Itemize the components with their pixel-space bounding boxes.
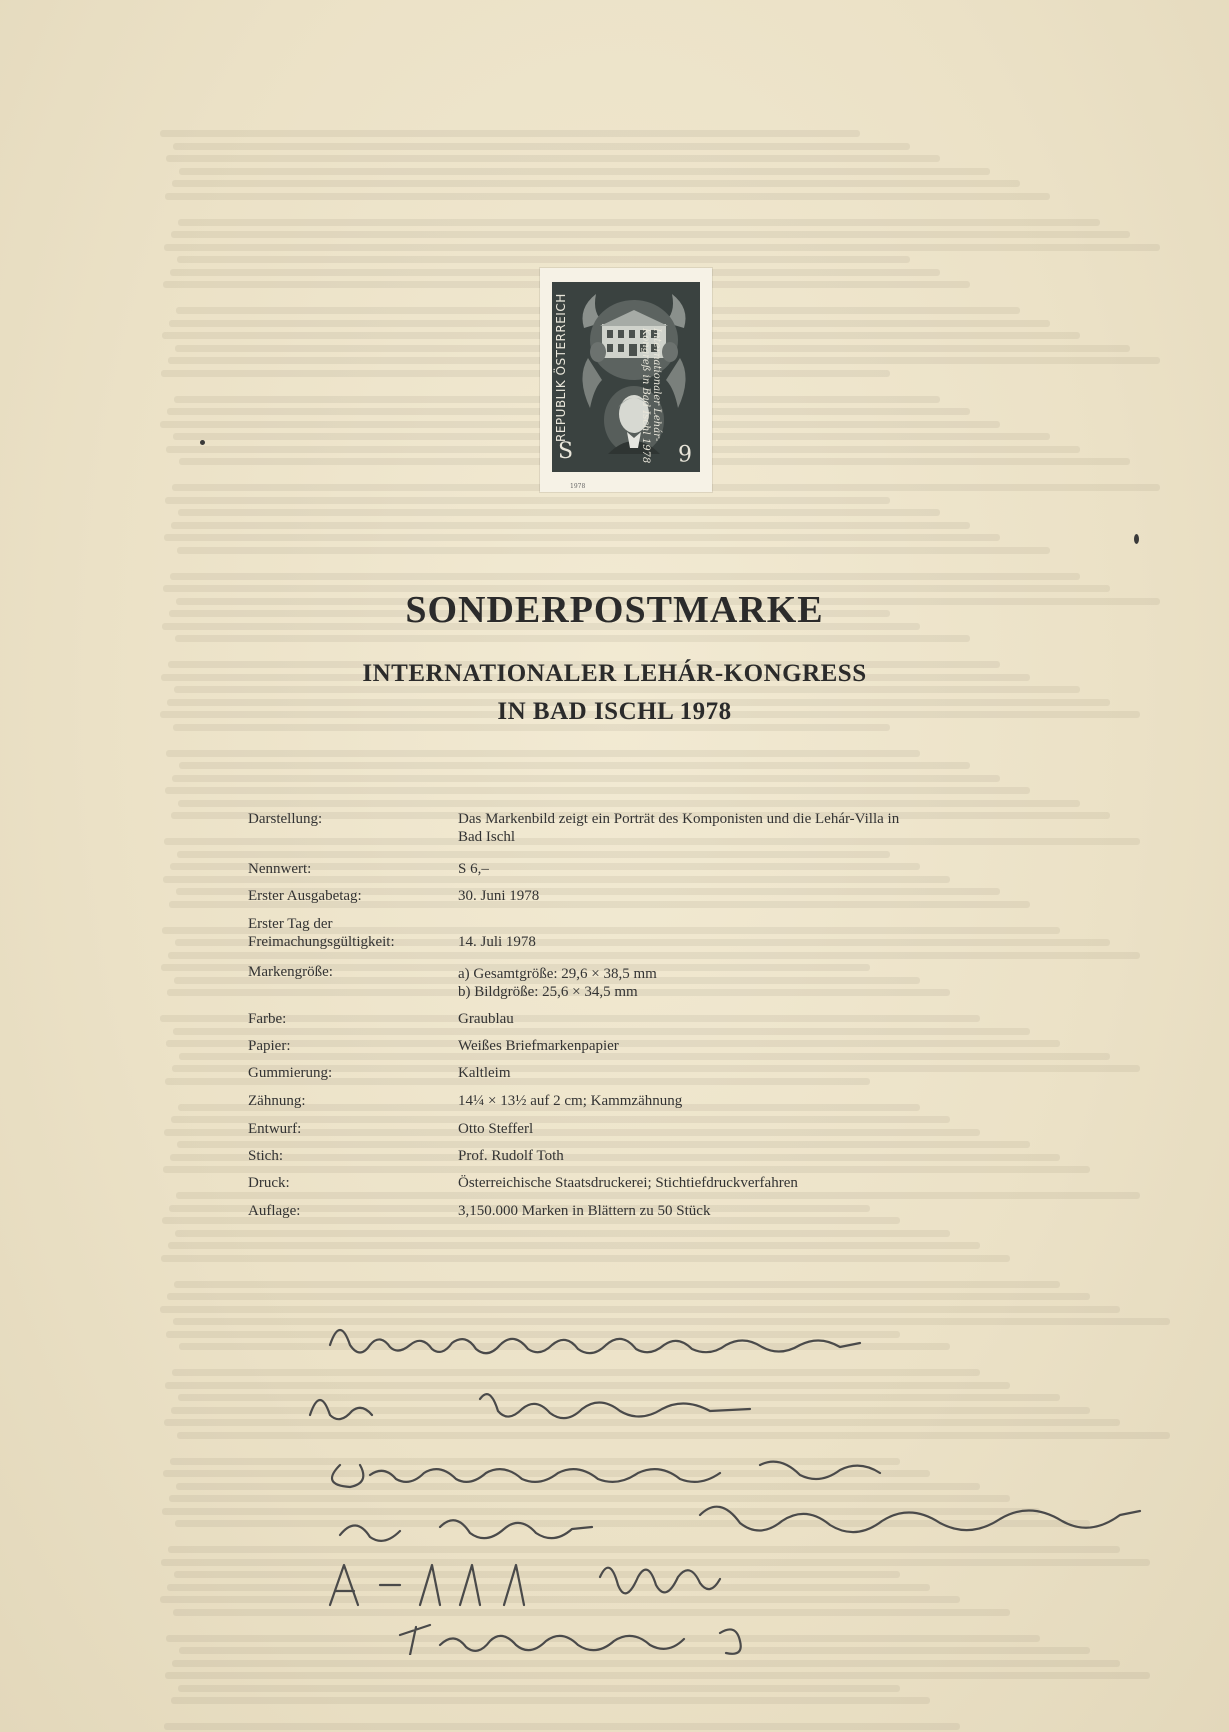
spec-label: Farbe: bbox=[248, 1011, 287, 1027]
stamp-country-text: REPUBLIK ÖSTERREICH bbox=[554, 293, 568, 443]
show-through-line bbox=[165, 193, 1050, 200]
subtitle-line-1: INTERNATIONALER LEHÁR-KONGRESS bbox=[362, 660, 867, 687]
spec-label-line: Erster Tag der bbox=[248, 916, 333, 932]
spec-label: Druck: bbox=[248, 1175, 290, 1191]
show-through-line bbox=[178, 509, 940, 516]
spec-label: Zähnung: bbox=[248, 1093, 306, 1109]
spec-label: Auflage: bbox=[248, 1203, 301, 1219]
page-title: SONDERPOSTMARKE bbox=[405, 589, 824, 631]
spec-value bbox=[458, 1092, 978, 1110]
spec-value bbox=[458, 1064, 978, 1082]
show-through-line bbox=[178, 1685, 900, 1692]
show-through-line bbox=[174, 1281, 1060, 1288]
spec-value-line: Kaltleim bbox=[458, 1065, 511, 1081]
show-through-line bbox=[179, 762, 970, 769]
spec-value-line: Bad Ischl bbox=[458, 829, 516, 845]
show-through-line bbox=[163, 1166, 1090, 1173]
show-through-line bbox=[160, 130, 860, 137]
paper-speck bbox=[200, 440, 205, 445]
show-through-line bbox=[178, 219, 1100, 226]
spec-value bbox=[458, 1147, 978, 1165]
show-through-line bbox=[176, 1192, 1140, 1199]
spec-value bbox=[458, 887, 978, 905]
spec-label: Erster Ausgabetag: bbox=[248, 888, 362, 904]
show-through-line bbox=[165, 497, 890, 504]
spec-value-line: b) Bildgröße: 25,6 × 34,5 mm bbox=[458, 984, 638, 1000]
spec-value-line: Graublau bbox=[458, 1011, 514, 1027]
stamp-engraving-illustration bbox=[574, 288, 694, 466]
show-through-line bbox=[173, 143, 910, 150]
show-through-line bbox=[167, 1293, 1090, 1300]
spec-value-line: Das Markenbild zeigt ein Porträt des Komponisten und die Lehár-Villa in bbox=[458, 811, 900, 827]
spec-value bbox=[458, 965, 978, 1001]
show-through-line bbox=[168, 952, 1140, 959]
spec-value-line: Otto Stefferl bbox=[458, 1121, 534, 1137]
show-through-line bbox=[172, 775, 1000, 782]
spec-value-line: Weißes Briefmarkenpapier bbox=[458, 1038, 619, 1054]
spec-value-line: Österreichische Staatsdruckerei; Stichtiefdruckverfahren bbox=[458, 1175, 798, 1191]
show-through-line bbox=[178, 800, 1080, 807]
show-through-line bbox=[177, 851, 890, 858]
spec-label: Entwurf: bbox=[248, 1121, 302, 1137]
show-through-line bbox=[175, 1230, 950, 1237]
stamp-denomination: 6 bbox=[678, 439, 692, 464]
spec-value bbox=[458, 1120, 978, 1138]
spec-value bbox=[458, 1037, 978, 1055]
show-through-line bbox=[161, 370, 890, 377]
show-through-line bbox=[171, 1697, 930, 1704]
handwritten-address bbox=[300, 1315, 1220, 1655]
spec-label: Nennwert: bbox=[248, 861, 312, 877]
stamp-image bbox=[552, 282, 700, 472]
show-through-line bbox=[173, 1028, 1030, 1035]
show-through-line bbox=[170, 573, 1080, 580]
show-through-line bbox=[165, 787, 1030, 794]
show-through-line bbox=[177, 256, 910, 263]
show-through-line bbox=[177, 547, 1050, 554]
paper-speck bbox=[1134, 534, 1139, 544]
show-through-line bbox=[171, 231, 1130, 238]
show-through-line bbox=[164, 534, 1000, 541]
spec-label: Stich: bbox=[248, 1148, 284, 1164]
spec-value-line: 14¼ × 13½ auf 2 cm; Kammzähnung bbox=[458, 1093, 683, 1109]
spec-value bbox=[458, 1010, 978, 1028]
show-through-line bbox=[160, 1306, 1120, 1313]
spec-value bbox=[458, 933, 978, 951]
spec-label: Gummierung: bbox=[248, 1065, 333, 1081]
spec-value bbox=[458, 1202, 978, 1220]
show-through-line bbox=[165, 1672, 1150, 1679]
spec-value bbox=[458, 810, 978, 846]
subtitle-line-2: IN BAD ISCHL 1978 bbox=[497, 698, 732, 725]
show-through-line bbox=[164, 1723, 960, 1730]
spec-label: Papier: bbox=[248, 1038, 291, 1054]
show-through-line bbox=[166, 155, 940, 162]
postage-stamp bbox=[540, 268, 712, 492]
spec-label-line: Freimachungsgültigkeit: bbox=[248, 934, 395, 950]
show-through-line bbox=[164, 244, 1160, 251]
show-through-line bbox=[172, 1660, 1120, 1667]
spec-value bbox=[458, 860, 978, 878]
show-through-line bbox=[179, 168, 990, 175]
spec-value-line: 14. Juli 1978 bbox=[458, 934, 536, 950]
stamp-year: 1978 bbox=[570, 483, 586, 490]
show-through-line bbox=[172, 180, 1020, 187]
spec-value bbox=[458, 1174, 978, 1192]
spec-label: Markengröße: bbox=[248, 964, 333, 980]
spec-value-line: 3,150.000 Marken in Blättern zu 50 Stück bbox=[458, 1203, 711, 1219]
spec-value-line: 30. Juni 1978 bbox=[458, 888, 540, 904]
show-through-line bbox=[168, 1242, 980, 1249]
spec-label bbox=[248, 915, 453, 951]
show-through-line bbox=[161, 1255, 1010, 1262]
spec-value-line: a) Gesamtgröße: 29,6 × 38,5 mm bbox=[458, 966, 657, 982]
spec-value-line: Prof. Rudolf Toth bbox=[458, 1148, 564, 1164]
show-through-line bbox=[166, 750, 920, 757]
show-through-line bbox=[175, 635, 970, 642]
stamp-currency: S bbox=[558, 439, 574, 464]
show-through-line bbox=[171, 522, 970, 529]
stamp-caption: Internationaler Lehár-Kongreß in Bad Ischl 1978 bbox=[640, 328, 662, 464]
spec-label: Darstellung: bbox=[248, 811, 323, 827]
spec-value-line: S 6,– bbox=[458, 861, 489, 877]
